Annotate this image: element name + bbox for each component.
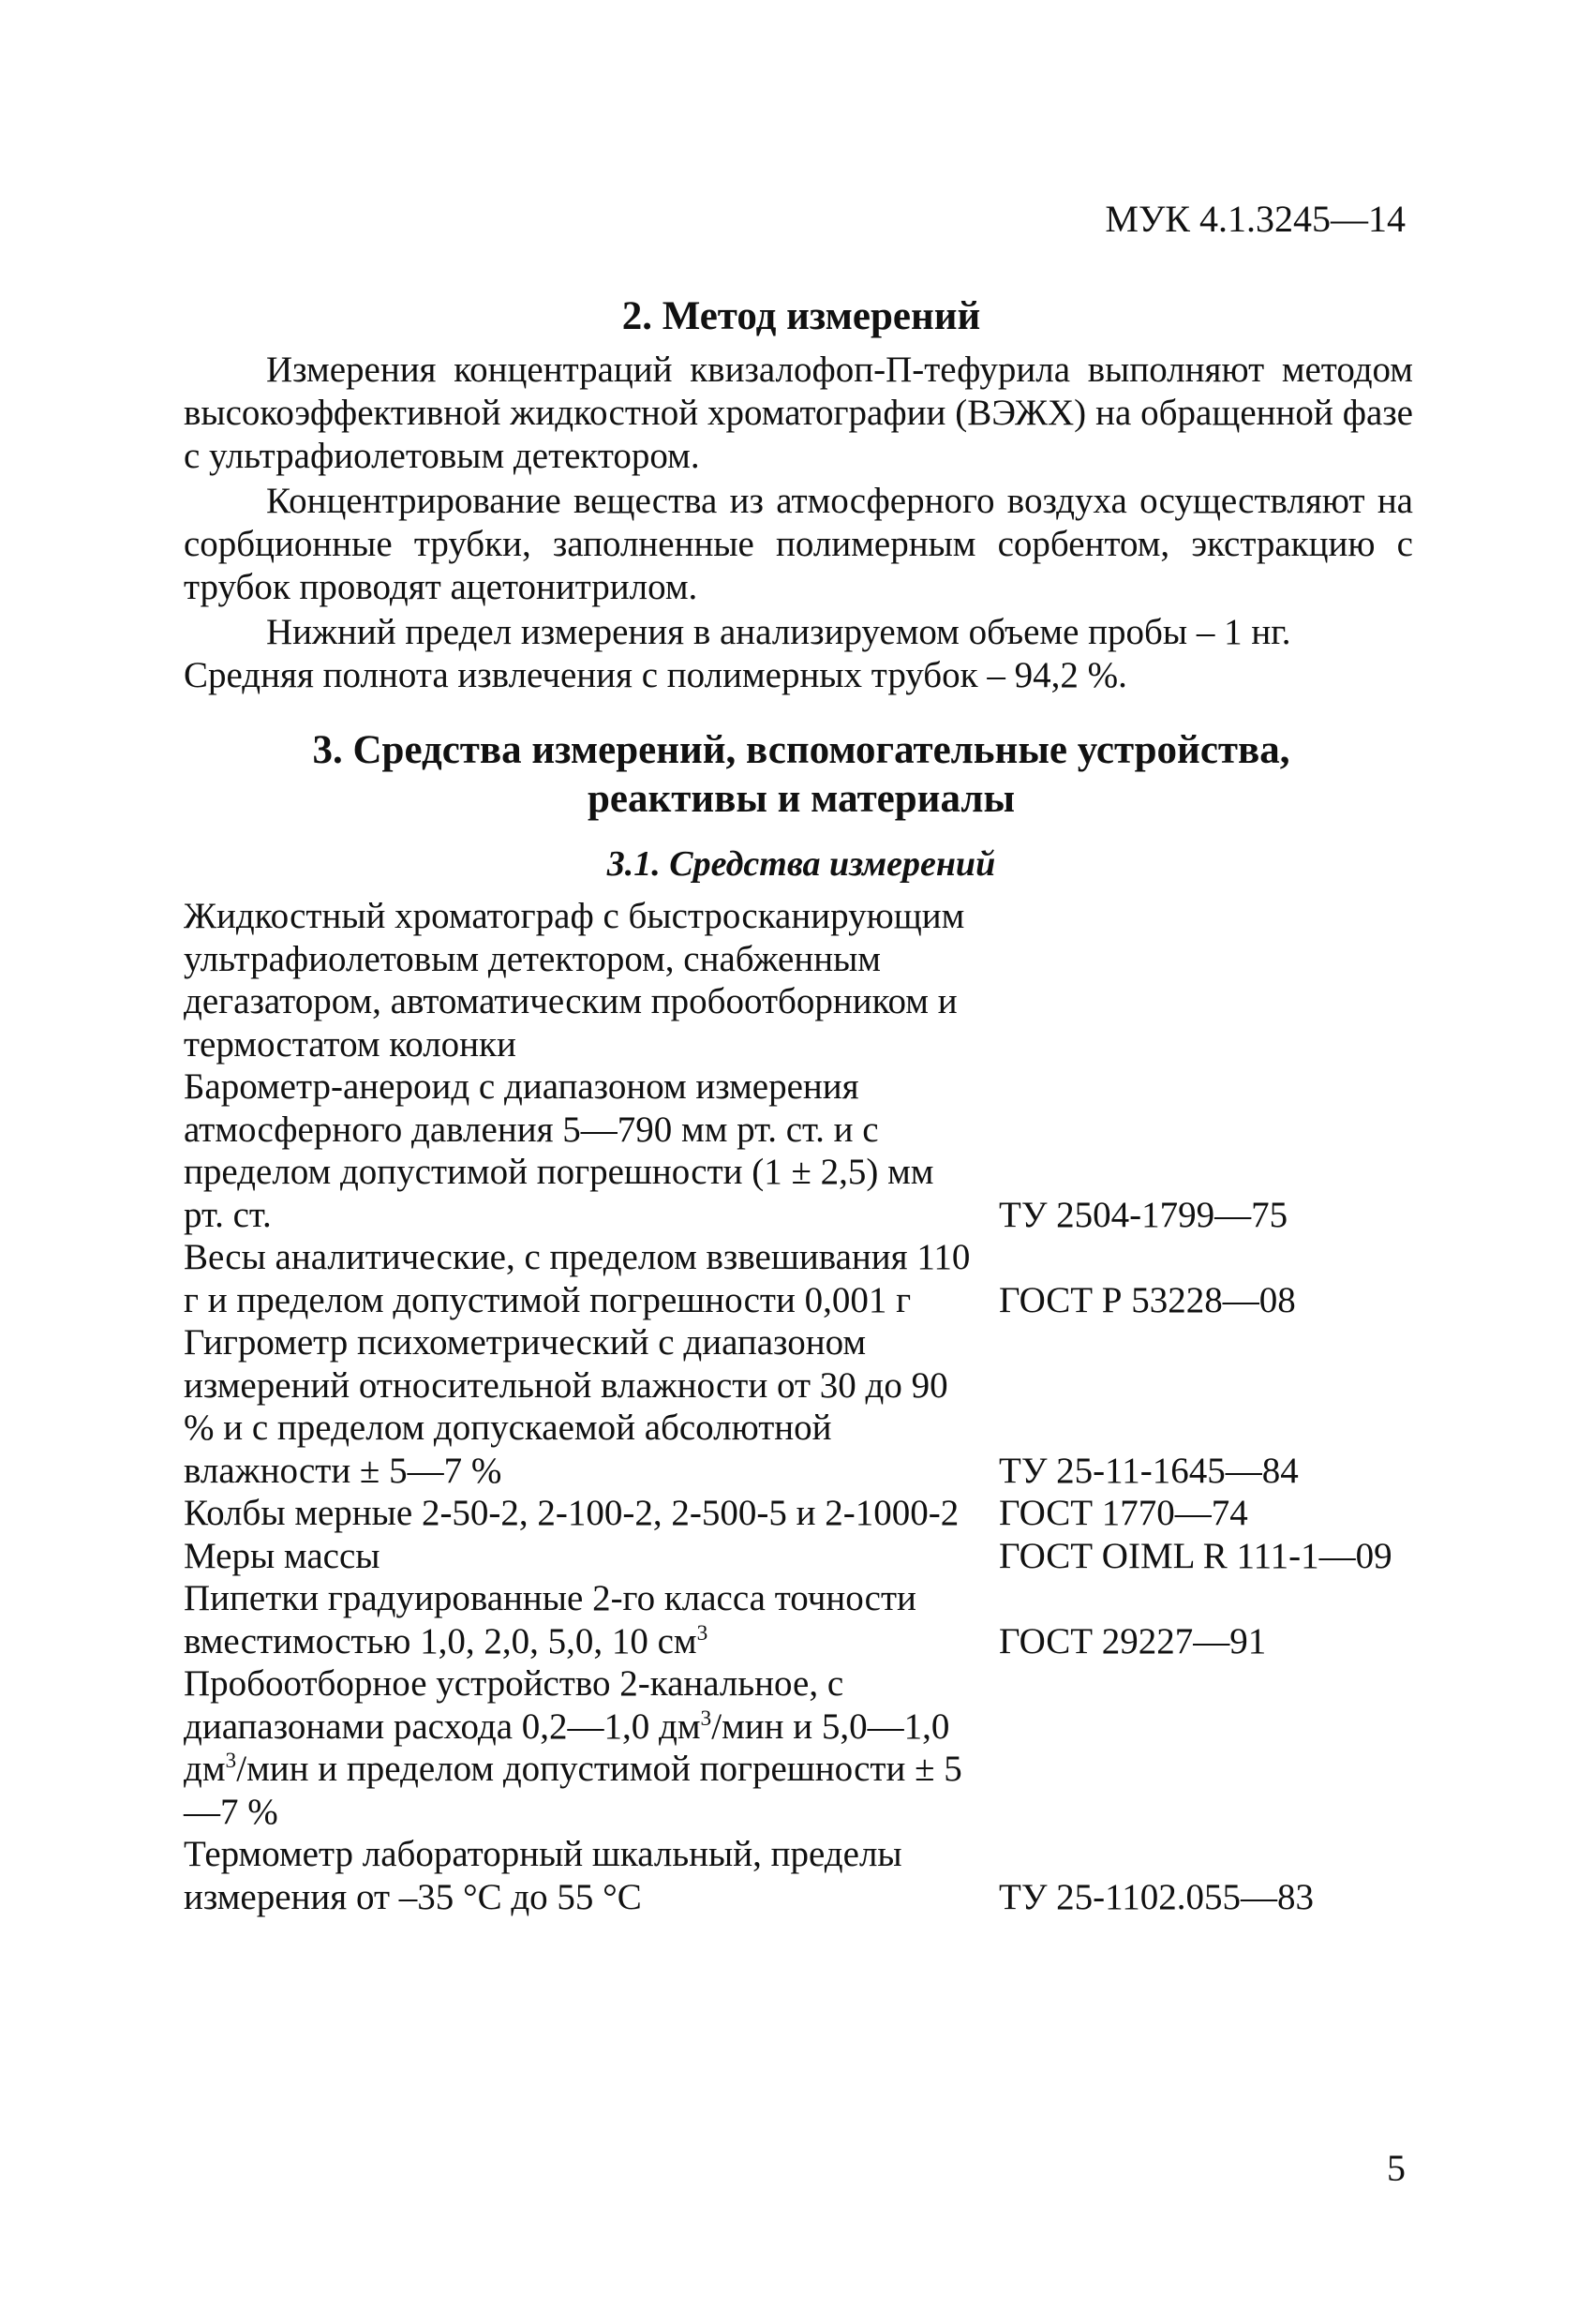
section-3-title-line-2: реактивы и материалы [587, 777, 1016, 821]
instrument-description: Гигрометр психометрический с диапазоном измерений относительной влажности от 30 до 90 % и с пределом допускаемой абсолютной влажности ± 5—7 % [184, 1322, 948, 1491]
instrument-row [184, 1535, 1439, 1578]
instrument-row [184, 1833, 1439, 1918]
instrument-standard: ГОСТ Р 53228—08 [999, 1279, 1296, 1320]
instrument-row [184, 895, 1439, 1065]
instrument-description: Весы аналитические, с пределом взвешивания 110 г и пределом допустимой погрешности 0,001 г [184, 1237, 971, 1320]
instrument-description: Колбы мерные 2-50-2, 2-100-2, 2-500-5 и 2-1000-2 [184, 1493, 960, 1533]
instrument-standard: ГОСТ 29227—91 [999, 1620, 1267, 1661]
instrument-description: Термометр лабораторный шкальный, пределы измерения от –35 °С до 55 °С [184, 1834, 902, 1917]
instrument-row [184, 1662, 1439, 1833]
section-2-paragraph-2: Концентрирование вещества из атмосферного воздуха осуществляют на сорбционные трубки, заполненные полимерным сорбентом, экстракцию с трубок проводят ацетонитрилом. [184, 481, 1413, 607]
page-number: 5 [1387, 2147, 1406, 2189]
document-code: МУК 4.1.3245—14 [1105, 198, 1406, 240]
instrument-standard: ТУ 25-11-1645—84 [999, 1450, 1299, 1491]
subsection-3-1-title: 3.1. Средства измерений [606, 844, 996, 884]
instrument-row [184, 1321, 1439, 1492]
instrument-description: Жидкостный хроматограф с быстросканирующим ультрафиолетовым детектором, снабженным дегазатором, автоматическим пробоотборником и термостатом колонки [184, 896, 965, 1065]
instrument-description: Барометр-анероид с диапазоном измерения атмосферного давления 5—790 мм рт. ст. и с пределом допустимой погрешности (1 ± 2,5) мм рт. ст. [184, 1066, 934, 1235]
superscript: 3 [700, 1706, 712, 1731]
instrument-description-text: /мин и 5,0—1,0 дм [184, 1706, 950, 1789]
section-3-title-line-1: 3. Средства измерений, вспомогательные устройства, [312, 728, 1290, 772]
instrument-row [184, 1065, 1439, 1236]
instrument-description: Меры массы [184, 1535, 380, 1576]
instrument-description [184, 1662, 980, 1833]
instrument-standard: ТУ 2504-1799—75 [999, 1194, 1288, 1235]
section-2-paragraph-1: Измерения концентраций квизалофоп-П-тефурила выполняют методом высокоэффективной жидкостной хроматографии (ВЭЖХ) на обращенной фазе с ультрафиолетовым детектором. [184, 350, 1413, 476]
instrument-standard: ГОСТ OIML R 111-1—09 [999, 1535, 1392, 1576]
instrument-description-text: Пробоотборное устройство 2-канальное, с диапазонами расхода 0,2—1,0 дм [184, 1663, 844, 1747]
instrument-row [184, 1236, 1439, 1321]
section-2-title: 2. Метод измерений [621, 294, 981, 338]
instrument-row [184, 1492, 1439, 1535]
instrument-description [184, 1577, 980, 1662]
section-2-paragraph-4: Средняя полнота извлечения с полимерных трубок – 94,2 %. [184, 655, 1127, 695]
measurement-instruments-list [184, 895, 1439, 1918]
instrument-row [184, 1577, 1439, 1662]
section-2-paragraph-3: Нижний предел измерения в анализируемом объеме пробы – 1 нг. [266, 612, 1291, 652]
instrument-standard: ГОСТ 1770—74 [999, 1493, 1248, 1533]
instrument-description-text: Пипетки градуированные 2-го класса точности вместимостью 1,0, 2,0, 5,0, 10 см [184, 1578, 916, 1661]
superscript: 3 [225, 1749, 237, 1773]
instrument-description-text: /мин и пределом допустимой погрешности ± 5—7 % [184, 1749, 962, 1832]
superscript: 3 [696, 1620, 708, 1646]
instrument-standard: ТУ 25-1102.055—83 [999, 1876, 1314, 1917]
